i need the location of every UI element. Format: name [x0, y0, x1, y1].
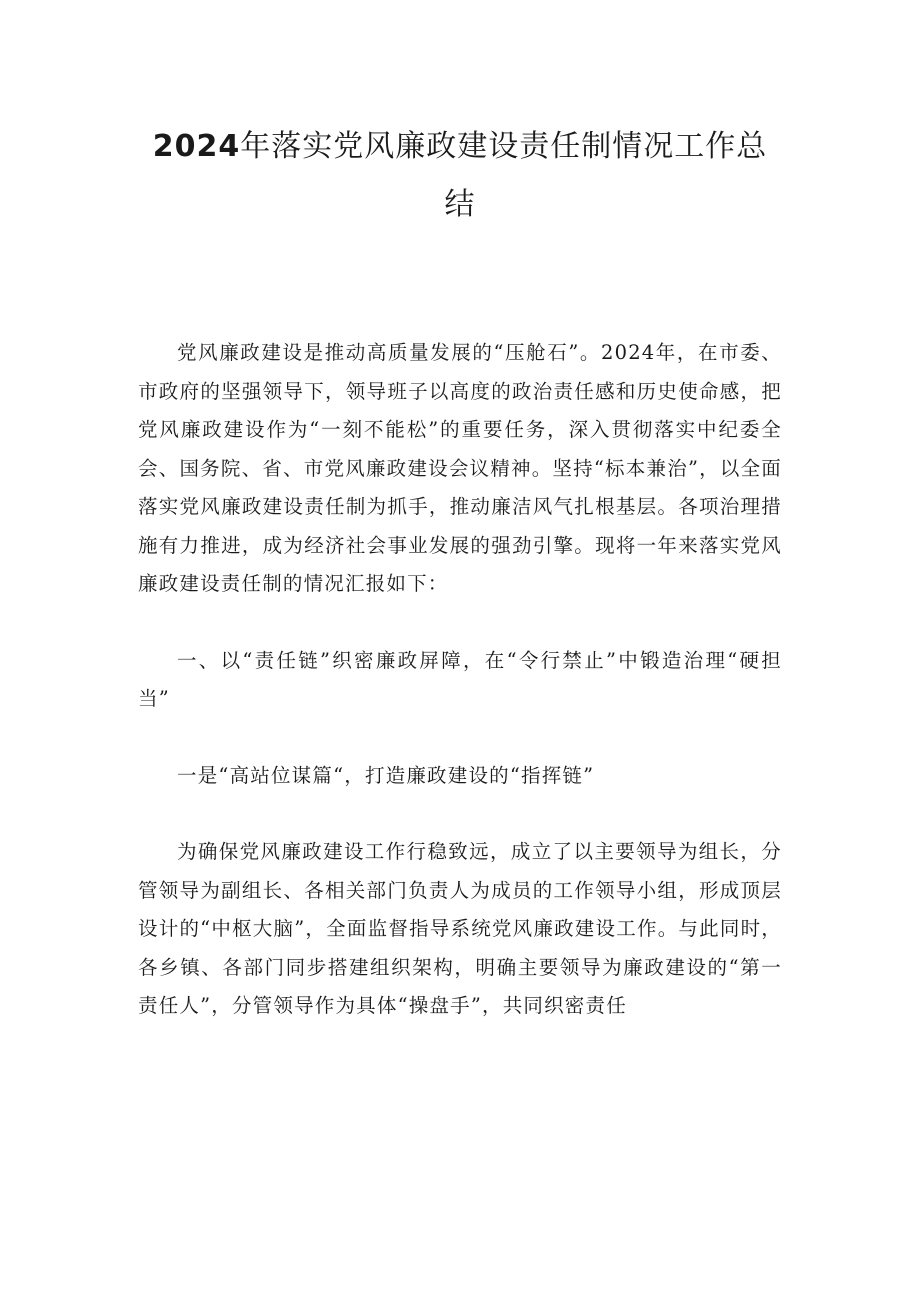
title-year: 2024: [152, 129, 241, 164]
intro-paragraph: 党风廉政建设是推动高质量发展的“压舱石”。2024年，在市委、市政府的坚强领导下，领导班子以高度的政治责任感和历史使命感，把党风廉政建设作为“一刻不能松”的重要任务，深入贯彻落实中纪委全会、国务院、省、市党风廉政建设会议精神。坚持“标本兼治”，以全面落实党风廉政建设责任制为抓手，推动廉洁风气扎根基层。各项治理措施有力推进，成为经济社会事业发展的强劲引擎。现将一年来落实党风廉政建设责任制的情况汇报如下：: [138, 341, 782, 595]
document-title: [138, 118, 782, 234]
body-paragraph: 为确保党风廉政建设工作行稳致远，成立了以主要领导为组长，分管领导为副组长、各相关部门负责人为成员的工作领导小组，形成顶层设计的“中枢大脑”，全面监督指导系统党风廉政建设工作。与此同时，各乡镇、各部门同步搭建组织架构，明确主要领导为廉政建设的“第一责任人”，分管领导作为具体“操盘手”，共同织密责任: [138, 840, 782, 1017]
document-body: [138, 334, 782, 1026]
title-text: 年落实党风廉政建设责任制情况工作总结: [240, 129, 768, 222]
subsection-heading: 一是“高站位谋篇“，打造廉政建设的“指挥链”: [177, 763, 595, 787]
section-heading: 一、以“责任链”织密廉政屏障，在“令行禁止”中锻造治理“硬担当”: [138, 648, 782, 710]
